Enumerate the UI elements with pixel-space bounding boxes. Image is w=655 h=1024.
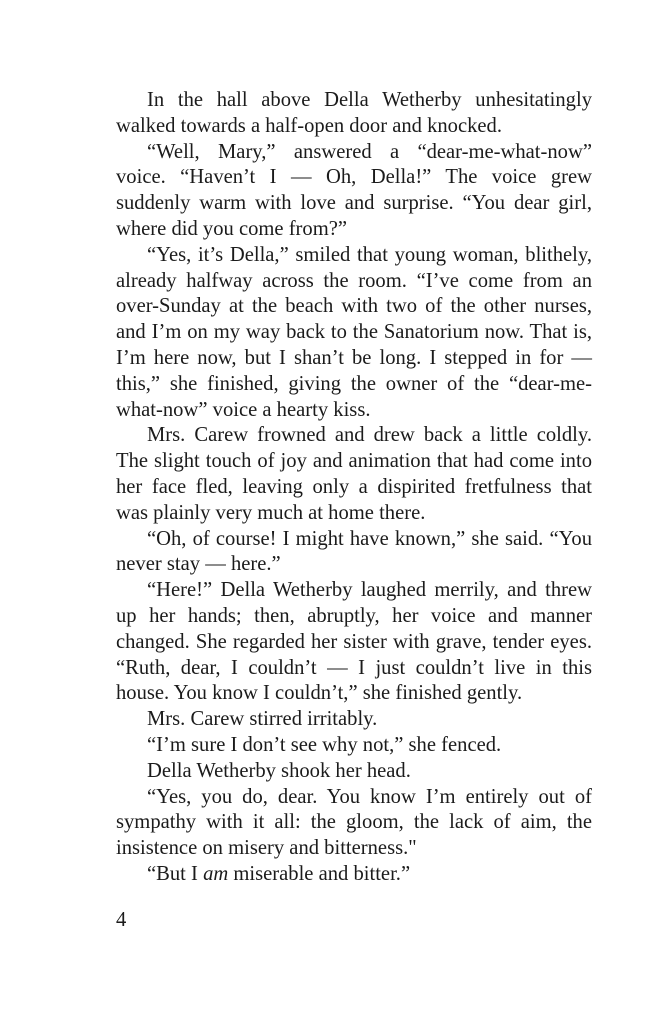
- paragraph: Della Wetherby shook her head.: [147, 759, 411, 782]
- final-text-after: miserable and bitter.”: [228, 862, 411, 885]
- paragraph-final: [116, 862, 592, 888]
- final-text-before: “But I: [147, 862, 204, 885]
- page-number: 4: [116, 909, 127, 931]
- paragraph: Mrs. Carew stirred irritably.: [147, 708, 378, 731]
- paragraph: Mrs. Carew frowned and drew back a little coldly. The slight touch of joy and animation that had come into her face fled, leaving only a dispirited fretfulness that was plainly very much at home there.: [116, 424, 592, 524]
- paragraph: “Yes, it’s Della,” smiled that young woman, blithely, already halfway across the room. “I’ve come from an over-Sunday at the beach with two of the other nurses, and I’m on my way back to the Sanatorium now. That is, I’m here now, but I shan’t be long. I stepped in for — this,” she finished, giving the owner of the “dear-me-what-now” voice a hearty kiss.: [116, 243, 592, 421]
- paragraph: “Here!” Della Wetherby laughed merrily, and threw up her hands; then, abruptly, her voice and manner changed. She regarded her sister with grave, tender eyes. “Ruth, dear, I couldn’t — I just couldn’t live in this house. You know I couldn’t,” she finished gently.: [116, 579, 592, 705]
- paragraph: In the hall above Della Wetherby unhesitatingly walked towards a half-open door and knocked.: [116, 89, 592, 137]
- body-text: [116, 88, 592, 888]
- paragraph: “Yes, you do, dear. You know I’m entirely out of sympathy with it all: the gloom, the lack of aim, the insistence on misery and bitterness.": [116, 785, 592, 860]
- paragraph: “Well, Mary,” answered a “dear-me-what-now” voice. “Haven’t I — Oh, Della!” The voice grew suddenly warm with love and surprise. “You dear girl, where did you come from?”: [116, 140, 592, 240]
- paragraph: “Oh, of course! I might have known,” she said. “You never stay — here.”: [116, 527, 592, 576]
- paragraph: “I’m sure I don’t see why not,” she fenced.: [147, 733, 502, 756]
- emphasized-word: am: [203, 862, 229, 885]
